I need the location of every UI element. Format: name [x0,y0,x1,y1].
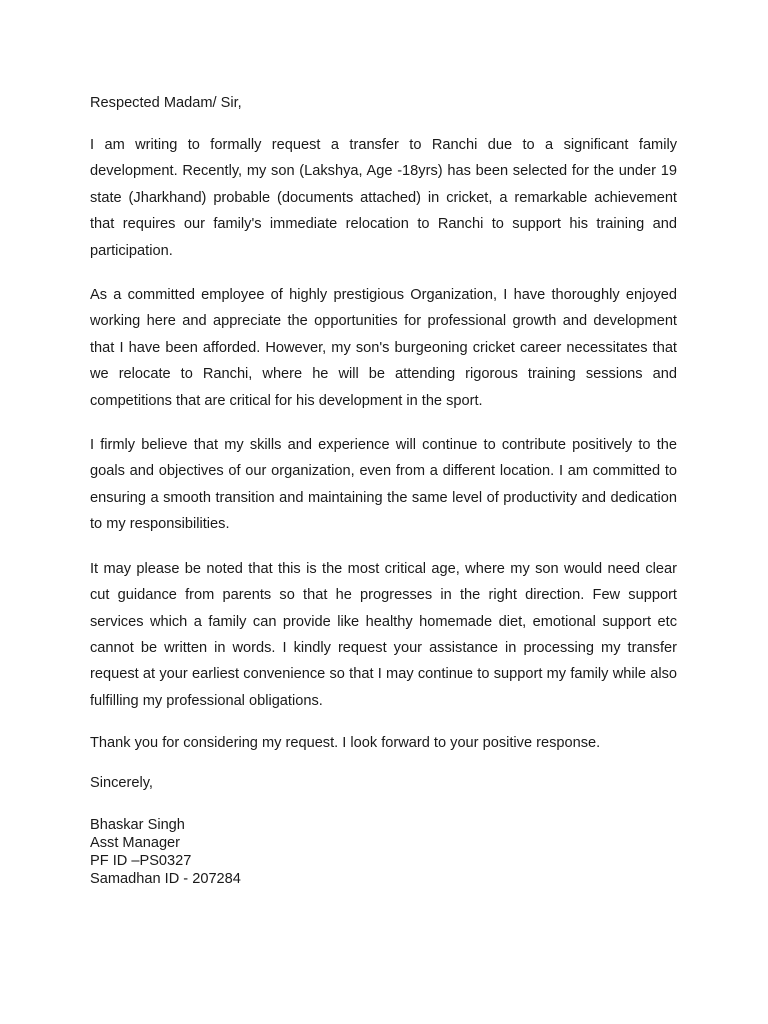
signer-samadhan-id: Samadhan ID - 207284 [90,871,241,888]
salutation: Respected Madam/ Sir, [90,95,242,111]
closing: Sincerely, [90,775,153,792]
letter-body [90,92,677,888]
paragraph-critical-age: It may please be noted that this is the most critical age, where my son would need clear cut guidance from parents so that he progresses in the right direction. Few support services which a family can provide like healthy homemade diet, emotional support etc cannot be written in words. I kindly request your assistance in processing my transfer request at your earliest convenience so that I may continue to support my family while also fulfilling my professional obligations. [90,560,677,709]
thanks-line: Thank you for considering my request. I look forward to your positive response. [90,735,601,752]
paragraph-transfer-request: I am writing to formally request a transfer to Ranchi due to a significant family development. Recently, my son (Lakshya, Age -18yrs) has been selected for the under 19 state (Jharkhand) probable (documents attached) in cricket, a remarkable achievement that requires our family's immediate relocation to Ranchi to support his training and participation. [90,137,677,259]
signer-pf-id: PF ID –PS0327 [90,853,192,870]
signer-name: Bhaskar Singh [90,817,185,834]
paragraph-commitment: I firmly believe that my skills and experience will continue to contribute positively to the goals and objectives of our organization, even from a different location. I am committed to ensuring a smooth transition and maintaining the same level of productivity and dedication to my responsibilities. [90,437,677,533]
paragraph-employment: As a committed employee of highly prestigious Organization, I have thoroughly enjoyed working here and appreciate the opportunities for professional growth and development that I have been afforded. However, my son's burgeoning cricket career necessitates that we relocate to Ranchi, where he will be attending rigorous training sessions and competitions that are critical for his development in the sport. [90,287,677,409]
signature-block [90,816,677,888]
signer-designation: Asst Manager [90,835,181,852]
